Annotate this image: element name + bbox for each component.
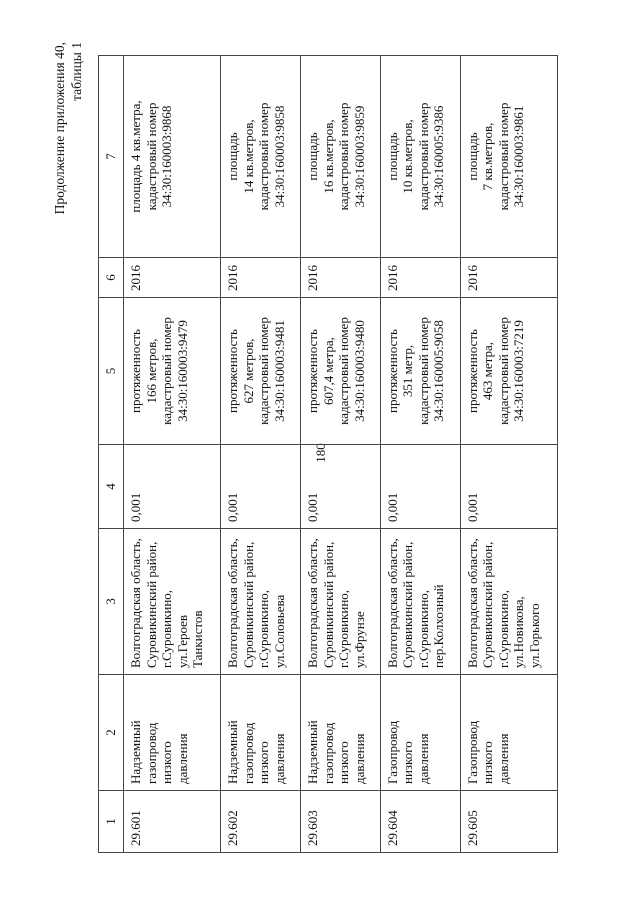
address-line: Суровикинский район, [240, 541, 256, 668]
address-line: Суровикинский район, [143, 541, 159, 668]
object-name-line: Надземный [225, 719, 241, 784]
address-line: г.Суровикино, [256, 589, 272, 668]
extent-line: 166 метров, [143, 338, 159, 403]
address-line: ул.Соловьева [271, 594, 287, 668]
land-line: площадь [464, 131, 480, 181]
year-cell: 2016 [380, 257, 460, 297]
object-name-cell [221, 674, 301, 790]
value-cell: 0,001 [460, 444, 557, 528]
header-cell: 4 [99, 444, 124, 528]
extent-line: протяженность [464, 328, 480, 413]
table-row [124, 55, 221, 852]
extent-line: 34:30:160003:9479 [174, 319, 190, 422]
address-line: г.Суровикино, ул.Фрунзе [336, 589, 367, 668]
value-cell: 0,001 [124, 444, 221, 528]
address-line: Волгоградская область, [305, 537, 321, 668]
table-row [380, 55, 460, 852]
object-name-line: давления [271, 732, 287, 784]
continuation-line-1: Продолжение приложения 40, [52, 42, 67, 215]
extent-cell [124, 297, 221, 444]
land-line: площадь [384, 131, 400, 181]
address-line: Суровикинский район, [400, 541, 416, 668]
land-line: площадь 4 кв.метра, [128, 99, 143, 213]
extent-line: протяженность [225, 328, 241, 413]
land-line: 14 кв.метров, [240, 118, 256, 194]
land-cell [380, 55, 460, 257]
land-line: 16 кв.метров, [320, 118, 336, 194]
value-cell: 0,001 [221, 444, 301, 528]
object-name-line: газопровод низкого [240, 722, 272, 784]
value-cell: 0,001 [380, 444, 460, 528]
extent-line: 463 метра, [480, 341, 496, 400]
object-name-line: Надземный [128, 719, 143, 784]
land-line: 34:30:160003:9858 [271, 105, 287, 207]
land-line: 34:30:160003:9861 [511, 105, 527, 207]
continuation-line-2: таблицы 1 [69, 42, 84, 101]
land-line: площадь [225, 131, 241, 181]
address-cell [380, 528, 460, 674]
registry-table-wrapper [98, 55, 558, 852]
object-name-cell [460, 674, 557, 790]
land-line: кадастровый номер [143, 102, 159, 210]
address-line: Танкистов [190, 609, 205, 668]
object-name-line: давления [174, 732, 190, 784]
land-line: кадастровый номер [256, 102, 272, 210]
year-cell: 2016 [124, 257, 221, 297]
object-name-line: Газопровод низкого [464, 720, 496, 784]
land-line: кадастровый номер [336, 102, 352, 210]
row-number: 29.605 [460, 790, 557, 852]
extent-line: кадастровый номер [336, 316, 352, 425]
address-line: Волгоградская область, [225, 537, 241, 668]
table-row [221, 55, 301, 852]
object-name-line: давления [415, 732, 431, 784]
extent-line: 34:30:160003:9480 [351, 319, 367, 422]
land-cell [221, 55, 301, 257]
land-cell [460, 55, 557, 257]
year-cell: 2016 [301, 257, 381, 297]
page-number: 180 [313, 443, 328, 463]
object-name-line: давления [495, 732, 511, 784]
registry-table [98, 55, 558, 853]
extent-line: протяженность [128, 328, 143, 413]
header-cell: 2 [99, 674, 124, 790]
address-cell [221, 528, 301, 674]
land-line: 7 кв.метров, [480, 122, 496, 190]
land-cell [301, 55, 381, 257]
object-name-cell [301, 674, 381, 790]
row-number: 29.602 [221, 790, 301, 852]
address-line: Суровикинский район, [320, 541, 336, 668]
extent-line: 34:30:160003:7219 [511, 319, 527, 422]
object-name-line: давления [351, 732, 367, 784]
address-line: ул.Новикова, ул.Горького [511, 595, 542, 668]
row-number: 29.603 [301, 790, 381, 852]
extent-line: кадастровый номер [495, 316, 511, 425]
extent-cell [221, 297, 301, 444]
value-cell: 0,001 [301, 444, 381, 528]
extent-line: 351 метр, [400, 344, 416, 397]
header-cell: 6 [99, 257, 124, 297]
table-header-row [99, 55, 124, 852]
extent-line: протяженность [384, 328, 400, 413]
extent-cell [380, 297, 460, 444]
address-line: Суровикинский район, [480, 541, 496, 668]
extent-line: 627 метров, [240, 338, 256, 403]
address-cell [460, 528, 557, 674]
address-line: г.Суровикино, [415, 589, 431, 668]
row-number: 29.604 [380, 790, 460, 852]
land-line: кадастровый номер [415, 102, 431, 210]
continuation-note [48, 42, 88, 252]
address-line: Волгоградская область, [384, 537, 400, 668]
extent-line: кадастровый номер [256, 316, 272, 425]
land-line: 34:30:160003:9868 [159, 105, 174, 207]
object-name-cell [380, 674, 460, 790]
extent-line: 34:30:160005:9058 [431, 319, 447, 422]
object-name-cell [124, 674, 221, 790]
land-line: 34:30:160003:9859 [351, 105, 367, 207]
address-line: Волгоградская область, [464, 537, 480, 668]
extent-line: кадастровый номер [415, 316, 431, 425]
header-cell: 7 [99, 55, 124, 257]
extent-line: протяженность [305, 328, 321, 413]
year-cell: 2016 [221, 257, 301, 297]
object-name-line: Надземный [305, 719, 321, 784]
object-name-line: Газопровод низкого [384, 720, 416, 784]
continuation-text [51, 42, 85, 262]
header-cell: 5 [99, 297, 124, 444]
address-line: г.Суровикино, [495, 589, 511, 668]
extent-cell [301, 297, 381, 444]
extent-cell [460, 297, 557, 444]
header-cell: 1 [99, 790, 124, 852]
address-cell [301, 528, 381, 674]
address-cell [124, 528, 221, 674]
object-name-line: газопровод низкого [320, 722, 352, 784]
year-cell: 2016 [460, 257, 557, 297]
extent-line: 607,4 метра, [320, 336, 336, 405]
row-number: 29.601 [124, 790, 221, 852]
land-cell [124, 55, 221, 257]
address-line: пер.Колхозный [431, 583, 447, 668]
land-line: 10 кв.метров, [400, 118, 416, 194]
extent-line: кадастровый номер [159, 316, 174, 425]
land-line: площадь [305, 131, 321, 181]
address-line: Волгоградская область, [128, 537, 143, 668]
table-row [460, 55, 557, 852]
extent-line: 34:30:160003:9481 [271, 319, 287, 422]
header-cell: 3 [99, 528, 124, 674]
land-line: кадастровый номер [495, 102, 511, 210]
land-line: 34:30:160005:9386 [431, 105, 447, 207]
address-line: г.Суровикино, ул.Героев [159, 589, 190, 668]
table-row [301, 55, 381, 852]
object-name-line: газопровод низкого [143, 722, 174, 784]
